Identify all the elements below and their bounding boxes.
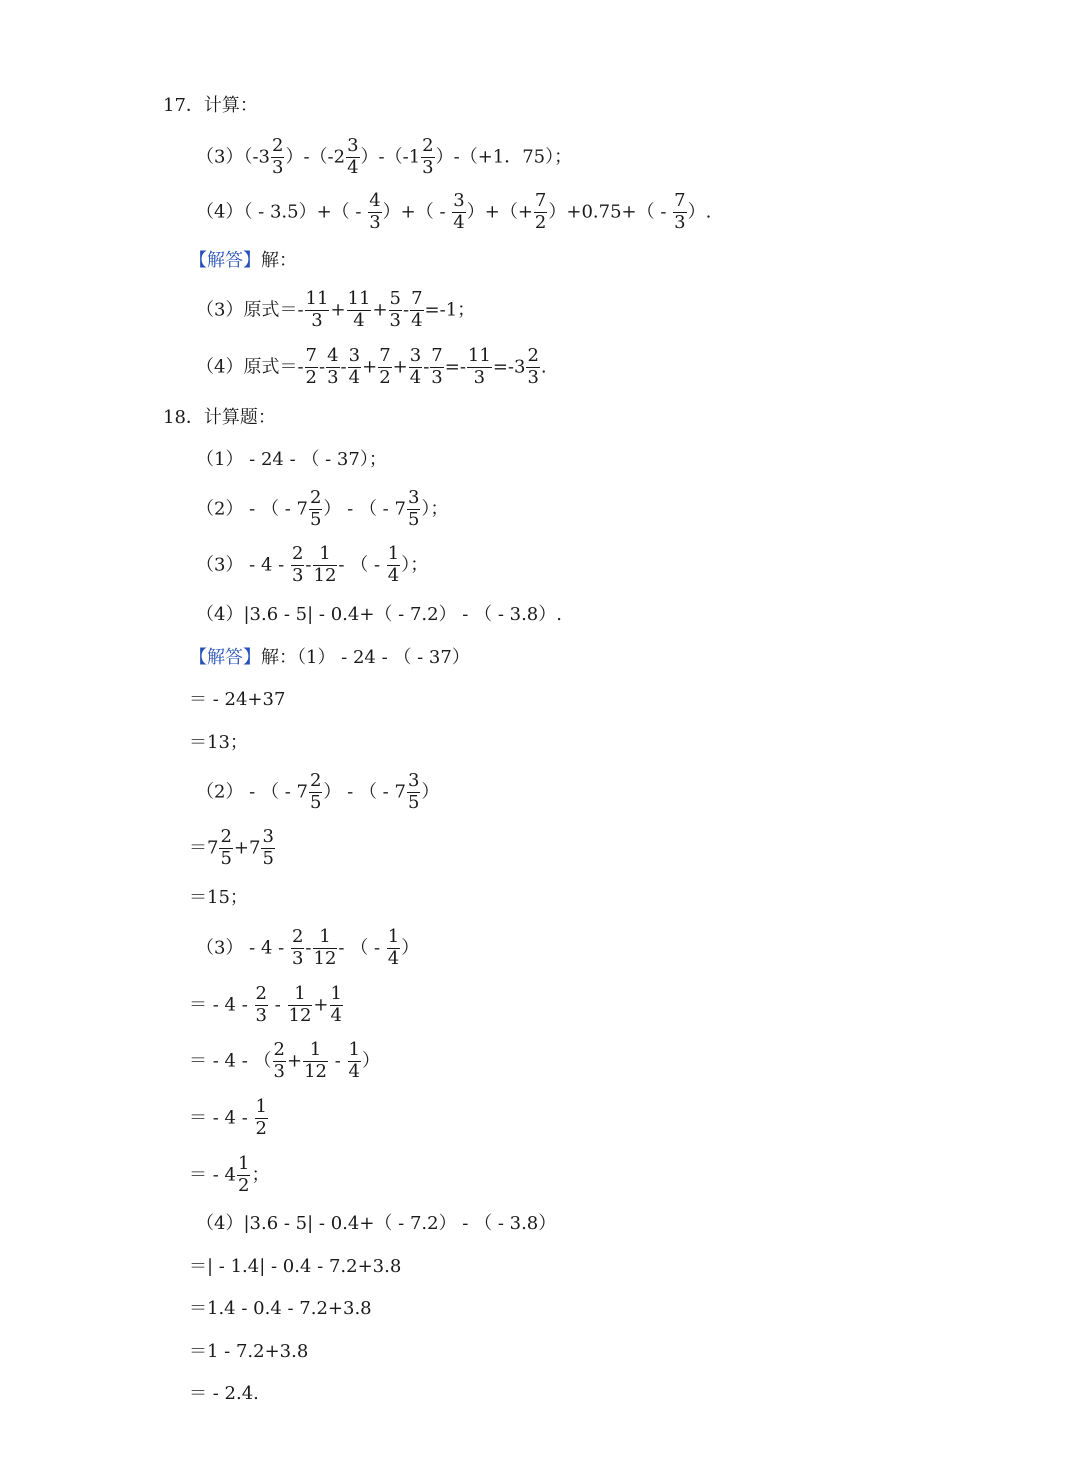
fraction-denominator: 5	[309, 791, 322, 813]
fraction-numerator: 1	[387, 926, 400, 947]
fraction-numerator: 3	[407, 770, 420, 791]
expression-text: ） - （ - 7	[323, 498, 406, 520]
fraction-denominator: 4	[330, 1004, 342, 1026]
fraction	[407, 489, 420, 530]
fraction-numerator: 7	[411, 288, 423, 309]
fraction-numerator: 11	[467, 345, 491, 366]
fraction	[305, 347, 318, 388]
fraction-numerator: 2	[272, 135, 284, 156]
fraction	[389, 290, 402, 331]
q18-problem-4: （4）|3.6 - 5| - 0.4+（ - 7.2） - （ - 3.8）.	[196, 604, 562, 625]
q18-answer-3-step-3	[189, 1098, 269, 1139]
fraction-numerator: 3	[262, 826, 274, 847]
fraction	[526, 347, 539, 388]
q18-answer-3-step-1	[189, 985, 344, 1026]
fraction	[291, 545, 304, 586]
q17-solution-3	[196, 290, 475, 331]
fraction	[273, 1041, 286, 1082]
fraction-numerator: 11	[347, 288, 371, 309]
fraction	[387, 545, 400, 586]
fraction-numerator: 3	[409, 345, 422, 366]
fraction	[452, 192, 465, 233]
expression-text: ）+（+	[466, 201, 533, 223]
fraction-denominator: 12	[313, 947, 337, 969]
fraction	[288, 985, 313, 1026]
fraction	[326, 347, 339, 388]
fraction-numerator: 1	[387, 543, 400, 564]
fraction-denominator: 3	[473, 366, 486, 388]
fraction	[255, 985, 268, 1026]
q18-answer-line-3: ＝13；	[189, 732, 248, 753]
item-label: （3）原式＝	[196, 299, 298, 321]
fraction-numerator: 3	[348, 345, 361, 366]
fraction	[346, 137, 359, 178]
expression-text: -	[297, 299, 304, 321]
fraction-denominator: 4	[353, 309, 365, 331]
fraction-numerator: 1	[288, 985, 313, 1006]
fraction-denominator: 4	[387, 564, 400, 586]
fraction-numerator: 1	[330, 983, 342, 1004]
q18-answer-line-2: ＝ - 24+37	[189, 689, 286, 710]
fraction-denominator: 5	[407, 791, 420, 813]
fraction-denominator: 12	[288, 1004, 312, 1026]
fraction-denominator: 3	[527, 366, 539, 388]
fraction-numerator: 2	[422, 135, 434, 156]
fraction-denominator: 2	[534, 211, 547, 233]
item-label: （2）	[196, 498, 244, 520]
fraction	[348, 1041, 361, 1082]
expression-text: -	[297, 356, 304, 378]
expression-text: - （ -	[338, 554, 386, 576]
fraction	[303, 1041, 328, 1082]
expression-text: ）+0.75+（ -	[548, 201, 673, 223]
fraction-denominator: 5	[262, 847, 274, 869]
fraction	[305, 290, 330, 331]
expression-text: -	[423, 356, 430, 378]
fraction-numerator: 2	[255, 983, 267, 1004]
item-label: （4）原式＝	[196, 356, 298, 378]
fraction	[407, 772, 420, 813]
fraction-numerator: 3	[407, 487, 420, 508]
fraction-denominator: 3	[674, 211, 686, 233]
fraction-numerator: 2	[291, 543, 304, 564]
fraction-denominator: 3	[327, 366, 339, 388]
expression-text: +	[362, 356, 378, 378]
expression-text: =-1；	[424, 299, 476, 321]
q18-answer-4-step-3: ＝1 - 7.2+3.8	[189, 1341, 309, 1362]
fraction	[219, 828, 232, 869]
expression-text: -	[319, 356, 326, 378]
fraction-denominator: 5	[407, 508, 420, 530]
expression-text: -	[340, 356, 347, 378]
fraction-denominator: 3	[291, 947, 304, 969]
q18-answer-2-result: ＝15；	[189, 887, 248, 908]
expression-text: （ - 3.5）+（ -	[243, 201, 368, 223]
fraction-numerator: 11	[305, 288, 329, 309]
expression-text: - 4 -	[243, 937, 290, 959]
fraction	[387, 928, 400, 969]
expression-text: -	[268, 994, 287, 1016]
fraction-numerator: 7	[431, 345, 443, 366]
expression-text: ）	[421, 781, 440, 803]
fraction-numerator: 7	[674, 190, 686, 211]
q18-answer-3	[196, 928, 419, 969]
fraction-denominator: 2	[305, 366, 317, 388]
expression-text: ＝7	[189, 837, 219, 859]
q18-answer-4-step-2: ＝1.4 - 0.4 - 7.2+3.8	[189, 1298, 372, 1319]
fraction	[673, 192, 686, 233]
answer-tag: 【解答】	[189, 250, 261, 271]
fraction-numerator: 7	[379, 345, 391, 366]
fraction	[330, 985, 343, 1026]
item-label: （3）	[196, 146, 244, 168]
q18-answer-2	[196, 772, 439, 813]
fraction-denominator: 2	[255, 1117, 267, 1139]
fraction-denominator: 3	[273, 1060, 285, 1082]
fraction-numerator: 1	[255, 1096, 267, 1117]
expression-text: +	[392, 356, 408, 378]
expression-text: +	[330, 299, 346, 321]
fraction-denominator: 3	[291, 564, 304, 586]
fraction-denominator: 3	[389, 309, 401, 331]
expression-text: ；	[251, 1164, 270, 1186]
fraction	[313, 928, 338, 969]
q18-answer-4-step-1: ＝| - 1.4| - 0.4 - 7.2+3.8	[189, 1256, 402, 1277]
expression-text: =-3	[492, 356, 526, 378]
fraction	[409, 347, 422, 388]
expression-text: -	[403, 299, 410, 321]
item-label: （4）	[196, 201, 244, 223]
q18-problem-2	[196, 489, 448, 530]
q18-answer-3-step-2	[189, 1041, 380, 1082]
answer-intro: 解：	[261, 250, 297, 271]
expression-text: ＝ - 4 -	[189, 1107, 254, 1129]
expression-text: - （ - 7	[243, 498, 308, 520]
fraction-denominator: 2	[379, 366, 391, 388]
expression-text: ）；	[401, 554, 429, 576]
fraction-numerator: 7	[305, 345, 317, 366]
fraction	[291, 928, 304, 969]
expression-text: ＝ - 4 -	[189, 994, 254, 1016]
fraction-denominator: 5	[309, 508, 322, 530]
expression-text: - （ - 7	[243, 781, 308, 803]
expression-text: -	[305, 937, 312, 959]
fraction-denominator: 2	[237, 1174, 250, 1196]
fraction-denominator: 3	[422, 156, 434, 178]
expression-text: +7	[233, 837, 261, 859]
expression-text: ）	[361, 1050, 380, 1072]
fraction	[309, 772, 322, 813]
expression-text: +	[286, 1050, 303, 1072]
q17-answer-header	[189, 252, 297, 270]
expression-text: ＝ - 4	[189, 1164, 236, 1186]
fraction-numerator: 2	[527, 345, 539, 366]
fraction	[261, 828, 274, 869]
fraction-numerator: 1	[313, 545, 338, 566]
q18-answer-4-result: ＝ - 2.4.	[189, 1383, 259, 1404]
fraction	[255, 1098, 268, 1139]
fraction-denominator: 3	[255, 1004, 267, 1026]
fraction-denominator: 4	[348, 366, 361, 388]
fraction-denominator: 4	[347, 156, 359, 178]
fraction-numerator: 2	[273, 1039, 285, 1060]
q18-title: 18．计算题：	[163, 407, 276, 428]
fraction-denominator: 12	[304, 1060, 327, 1082]
fraction-numerator: 1	[303, 1041, 328, 1062]
expression-text: ） - （ - 7	[323, 781, 406, 803]
expression-text: ）-（-2	[285, 146, 346, 168]
fraction-numerator: 3	[453, 190, 465, 211]
expression-text: ）；	[421, 498, 449, 520]
item-label: （2）	[196, 781, 244, 803]
q18-answer-3-result	[189, 1155, 269, 1196]
expression-text: ＝ - 4 - （	[189, 1050, 272, 1072]
fraction-numerator: 3	[347, 135, 359, 156]
expression-text: -	[305, 554, 312, 576]
expression-text: - （ -	[338, 937, 386, 959]
q18-answer-2-step	[189, 828, 276, 869]
q17-solution-4	[196, 347, 547, 388]
fraction-denominator: 3	[431, 366, 443, 388]
expression-text: ）+（ -	[382, 201, 452, 223]
expression-text: -	[328, 1050, 347, 1072]
q18-problem-3	[196, 545, 428, 586]
q18-answer-4: （4）|3.6 - 5| - 0.4+（ - 7.2） - （ - 3.8）	[196, 1213, 557, 1234]
expression-text: +	[313, 994, 329, 1016]
item-label: （3）	[196, 937, 244, 959]
expression-text: ）-（-1	[360, 146, 421, 168]
fraction	[410, 290, 423, 331]
fraction-denominator: 5	[220, 847, 232, 869]
fraction-denominator: 4	[453, 211, 465, 233]
fraction-denominator: 4	[387, 947, 400, 969]
fraction-numerator: 5	[389, 288, 401, 309]
fraction-numerator: 2	[291, 926, 304, 947]
fraction	[467, 347, 492, 388]
fraction-numerator: 1	[348, 1039, 360, 1060]
fraction	[430, 347, 443, 388]
expression-text: ）	[401, 937, 420, 959]
q17-problem-3	[196, 137, 572, 178]
fraction-numerator: 2	[309, 487, 322, 508]
q17-problem-4	[196, 192, 711, 233]
expression-text: ）-（+1．75）；	[435, 146, 573, 168]
fraction-numerator: 2	[220, 826, 232, 847]
fraction-numerator: 1	[237, 1153, 250, 1174]
item-label: （3）	[196, 554, 244, 576]
fraction	[313, 545, 338, 586]
answer-line-text: 解：（1） - 24 - （ - 37）	[261, 647, 470, 668]
fraction	[309, 489, 322, 530]
expression-text: （-3	[243, 146, 270, 168]
fraction-denominator: 3	[272, 156, 284, 178]
fraction-denominator: 4	[411, 309, 423, 331]
fraction	[534, 192, 547, 233]
fraction	[378, 347, 391, 388]
expression-text: =-	[444, 356, 466, 378]
fraction-numerator: 2	[309, 770, 322, 791]
fraction-numerator: 1	[313, 928, 338, 949]
q18-answer-line-1	[189, 649, 470, 667]
fraction-numerator: 4	[327, 345, 339, 366]
q18-problem-1: （1） - 24 - （ - 37）；	[196, 449, 387, 470]
expression-text: - 4 -	[243, 554, 290, 576]
fraction	[237, 1155, 250, 1196]
fraction-numerator: 7	[534, 190, 547, 211]
fraction	[421, 137, 434, 178]
expression-text: ）.	[687, 201, 712, 223]
answer-tag: 【解答】	[189, 647, 261, 668]
fraction	[368, 192, 381, 233]
q17-title: 17．计算：	[163, 95, 258, 116]
fraction-numerator: 4	[369, 190, 381, 211]
fraction-denominator: 3	[311, 309, 323, 331]
fraction	[347, 290, 372, 331]
fraction-denominator: 3	[369, 211, 381, 233]
fraction-denominator: 4	[409, 366, 422, 388]
fraction-denominator: 4	[348, 1060, 360, 1082]
expression-text: .	[540, 356, 547, 378]
fraction-denominator: 12	[313, 564, 337, 586]
fraction	[348, 347, 361, 388]
expression-text: +	[372, 299, 388, 321]
fraction	[271, 137, 284, 178]
